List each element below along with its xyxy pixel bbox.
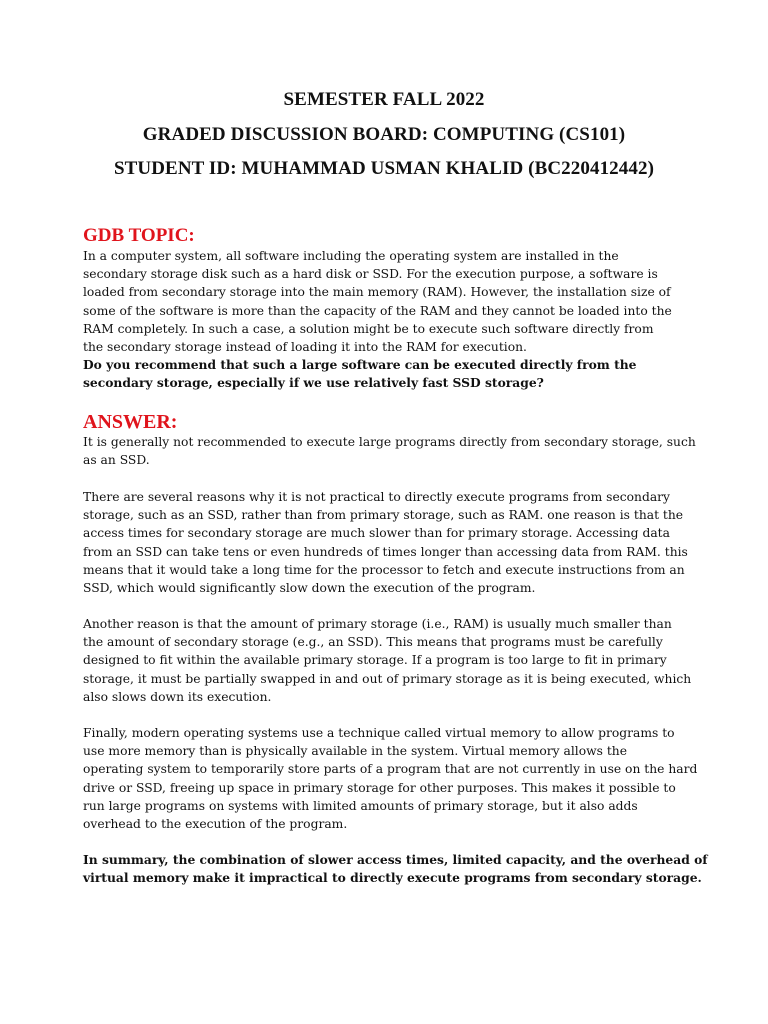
answer-paragraph-1	[83, 433, 703, 469]
text-line: overhead to the execution of the program.	[83, 817, 348, 832]
text-line: storage, such as an SSD, rather than from primary storage, such as RAM. one reason is that the	[83, 508, 684, 523]
answer-paragraph-4	[83, 724, 703, 833]
text-line: Another reason is that the amount of primary storage (i.e., RAM) is usually much smaller than	[83, 617, 672, 631]
answer-paragraph-2	[83, 488, 703, 597]
text-line: In a computer system, all software including the operating system are installed in the	[83, 249, 619, 263]
text-line: from an SSD can take tens or even hundreds of times longer than accessing data from RAM. this	[83, 544, 688, 559]
text-line: SSD, which would significantly slow down the execution of the program.	[83, 581, 536, 596]
text-line: loaded from secondary storage into the main memory (RAM). However, the installation size of	[83, 285, 671, 300]
answer-title: ANSWER:	[83, 411, 178, 433]
text-line: also slows down its execution.	[83, 689, 272, 704]
text-line: Finally, modern operating systems use a technique called virtual memory to allow programs to	[83, 726, 675, 740]
gdb-topic-paragraph	[83, 247, 703, 393]
text-line: drive or SSD, freeing up space in primary storage for other purposes. This makes it possible to	[83, 780, 676, 795]
text-line: access times for secondary storage are much slower than for primary storage. Accessing data	[83, 526, 670, 541]
text-line: the amount of secondary storage (e.g., an SSD). This means that programs must be carefully	[83, 635, 663, 650]
summary-line: In summary, the combination of slower access times, limited capacity, and the overhead of	[83, 852, 708, 867]
text-line: storage, it must be partially swapped in and out of primary storage as it is being executed, which	[83, 671, 692, 686]
text-line: It is generally not recommended to execute large programs directly from secondary storage, such	[83, 435, 696, 449]
text-line: as an SSD.	[83, 453, 150, 468]
text-line: RAM completely. In such a case, a solution might be to execute such software directly from	[83, 321, 654, 336]
text-line: some of the software is more than the capacity of the RAM and they cannot be loaded into the	[83, 303, 672, 318]
gdb-question-line: secondary storage, especially if we use relatively fast SSD storage?	[83, 375, 544, 391]
text-line: use more memory than is physically available in the system. Virtual memory allows the	[83, 744, 627, 759]
summary-line: virtual memory make it impractical to directly execute programs from secondary storage.	[83, 870, 702, 886]
gdb-topic-title: GDB TOPIC:	[83, 225, 195, 246]
text-line: operating system to temporarily store parts of a program that are not currently in use on the hard	[83, 762, 698, 777]
text-line: secondary storage disk such as a hard disk or SSD. For the execution purpose, a software is	[83, 267, 658, 282]
text-line: the secondary storage instead of loading it into the RAM for execution.	[83, 340, 527, 355]
text-line: means that it would take a long time for the processor to fetch and execute instructions from an	[83, 562, 685, 577]
semester-heading: SEMESTER FALL 2022	[283, 89, 485, 110]
text-line: designed to fit within the available primary storage. If a program is too large to fit in primary	[83, 653, 667, 668]
answer-paragraph-3	[83, 615, 703, 706]
gdb-question-line: Do you recommend that such a large software can be executed directly from the	[83, 357, 637, 373]
student-id-heading: STUDENT ID: MUHAMMAD USMAN KHALID (BC220412442)	[113, 158, 655, 179]
text-line: There are several reasons why it is not practical to directly execute programs from secondary	[83, 490, 670, 504]
board-heading: GRADED DISCUSSION BOARD: COMPUTING (CS101)	[142, 124, 626, 145]
answer-summary	[83, 851, 708, 887]
text-line: run large programs on systems with limited amounts of primary storage, but it also adds	[83, 798, 638, 813]
